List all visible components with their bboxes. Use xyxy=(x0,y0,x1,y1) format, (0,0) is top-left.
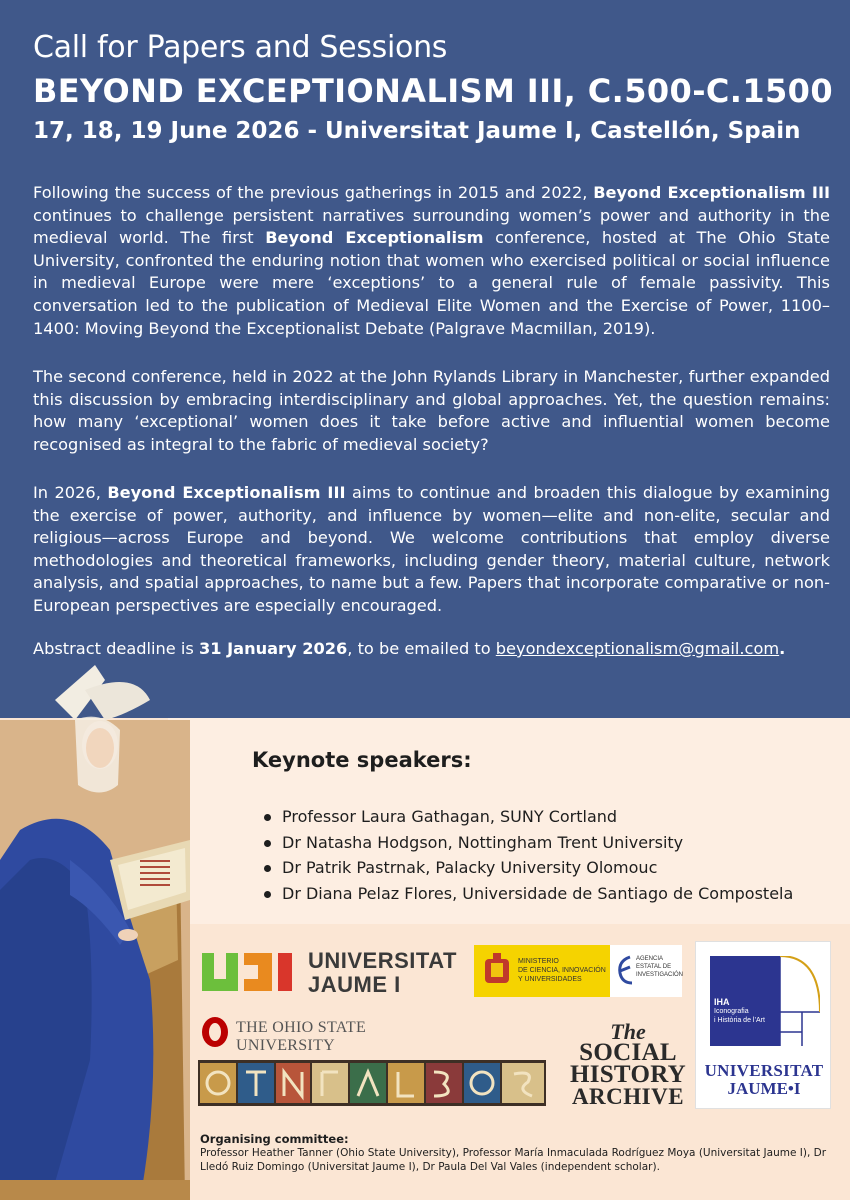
keynote-speaker-list xyxy=(262,804,793,906)
uji-logo: UNIVERSITAT JAUME I xyxy=(200,945,462,1003)
social-history-archive-logo: The SOCIAL HISTORY ARCHIVE xyxy=(569,1019,687,1109)
committee-title: Organising committee: xyxy=(200,1132,349,1146)
list-item: Dr Natasha Hodgson, Nottingham Trent University xyxy=(262,830,793,856)
keynote-heading: Keynote speakers: xyxy=(252,748,472,772)
coat-of-arms-icon xyxy=(482,953,512,989)
uji-mark-icon xyxy=(200,945,300,995)
aei-mark-icon xyxy=(614,953,636,989)
paragraph-deadline: Abstract deadline is 31 January 2026, to be emailed to beyondexceptionalism@gmail.com. xyxy=(33,639,786,658)
block-o-icon xyxy=(200,1015,230,1049)
call-heading: Call for Papers and Sessions xyxy=(33,30,448,65)
conference-dates: 17, 18, 19 June 2026 - Universitat Jaume I, Castellón, Spain xyxy=(33,118,801,144)
ohio-state-logo: THE OHIO STATE UNIVERSITY xyxy=(200,1015,456,1051)
paragraph-intro: Following the success of the previous gatherings in 2015 and 2022, Beyond Exceptionalism III continues to challenge persistent narratives surrounding women’s power and authority in the medieval world. The first Beyond Exceptionalism conference, hosted at The Ohio State University, confronted the enduring notion that women who exercised political or social influence in medieval Europe were mere ‘exceptions’ to a general rule of female passivity. This conversation led to the publication of Medieval Elite Women and the Exercise of Power, 1100–1400: Moving Beyond the Exceptionalist Debate (Palgrave Macmillan, 2019). xyxy=(33,183,831,338)
list-item: Professor Laura Gathagan, SUNY Cortland xyxy=(262,804,793,830)
medieval-scribe-illustration xyxy=(0,660,190,1200)
list-item: Dr Patrik Pastrnak, Palacky University Olomouc xyxy=(262,855,793,881)
ministry-logo: MINISTERIO DE CIENCIA, INNOVACIÓN Y UNIVERSIDADES AGENCIA ESTATAL DE INVESTIGACIÓN xyxy=(474,945,682,997)
iha-logo: IHA Iconografia i Història de l’Art UNIVERSITAT JAUME•I xyxy=(695,941,831,1109)
paragraph-second-conference: The second conference, held in 2022 at the John Rylands Library in Manchester, further expanded this discussion by embracing interdisciplinary and global approaches. Yet, the question remains: how many ‘exceptional’ women does it take before active and influential women become recognised as integral to the fabric of medieval society? xyxy=(33,367,830,454)
email-link[interactable]: beyondexceptionalism@gmail.com xyxy=(495,639,780,658)
manuscript-initials-frieze xyxy=(198,1060,546,1106)
committee-members: Professor Heather Tanner (Ohio State University), Professor María Inmaculada Rodríguez Moya (Universitat Jaume I), Dr Lledó Ruiz Domingo (Universitat Jaume I), Dr Paula Del Val Vales (independent scholar). xyxy=(200,1147,827,1173)
paragraph-aims: In 2026, Beyond Exceptionalism III aims to continue and broaden this dialogue by examining the exercise of power, authority, and influence by women—elite and non-elite, secular and religious—across Europe and beyond. We welcome contributions that employ diverse methodologies and theoretical frameworks, including gender theory, material culture, network analysis, and spatial approaches, to name but a few. Papers that incorporate comparative or non-European perspectives are especially encouraged. xyxy=(33,483,831,615)
list-item: Dr Diana Pelaz Flores, Universidade de Santiago de Compostela xyxy=(262,881,793,907)
conference-title: BEYOND EXCEPTIONALISM III, C.500-C.1500 xyxy=(33,72,834,110)
organising-committee xyxy=(200,1132,830,1174)
